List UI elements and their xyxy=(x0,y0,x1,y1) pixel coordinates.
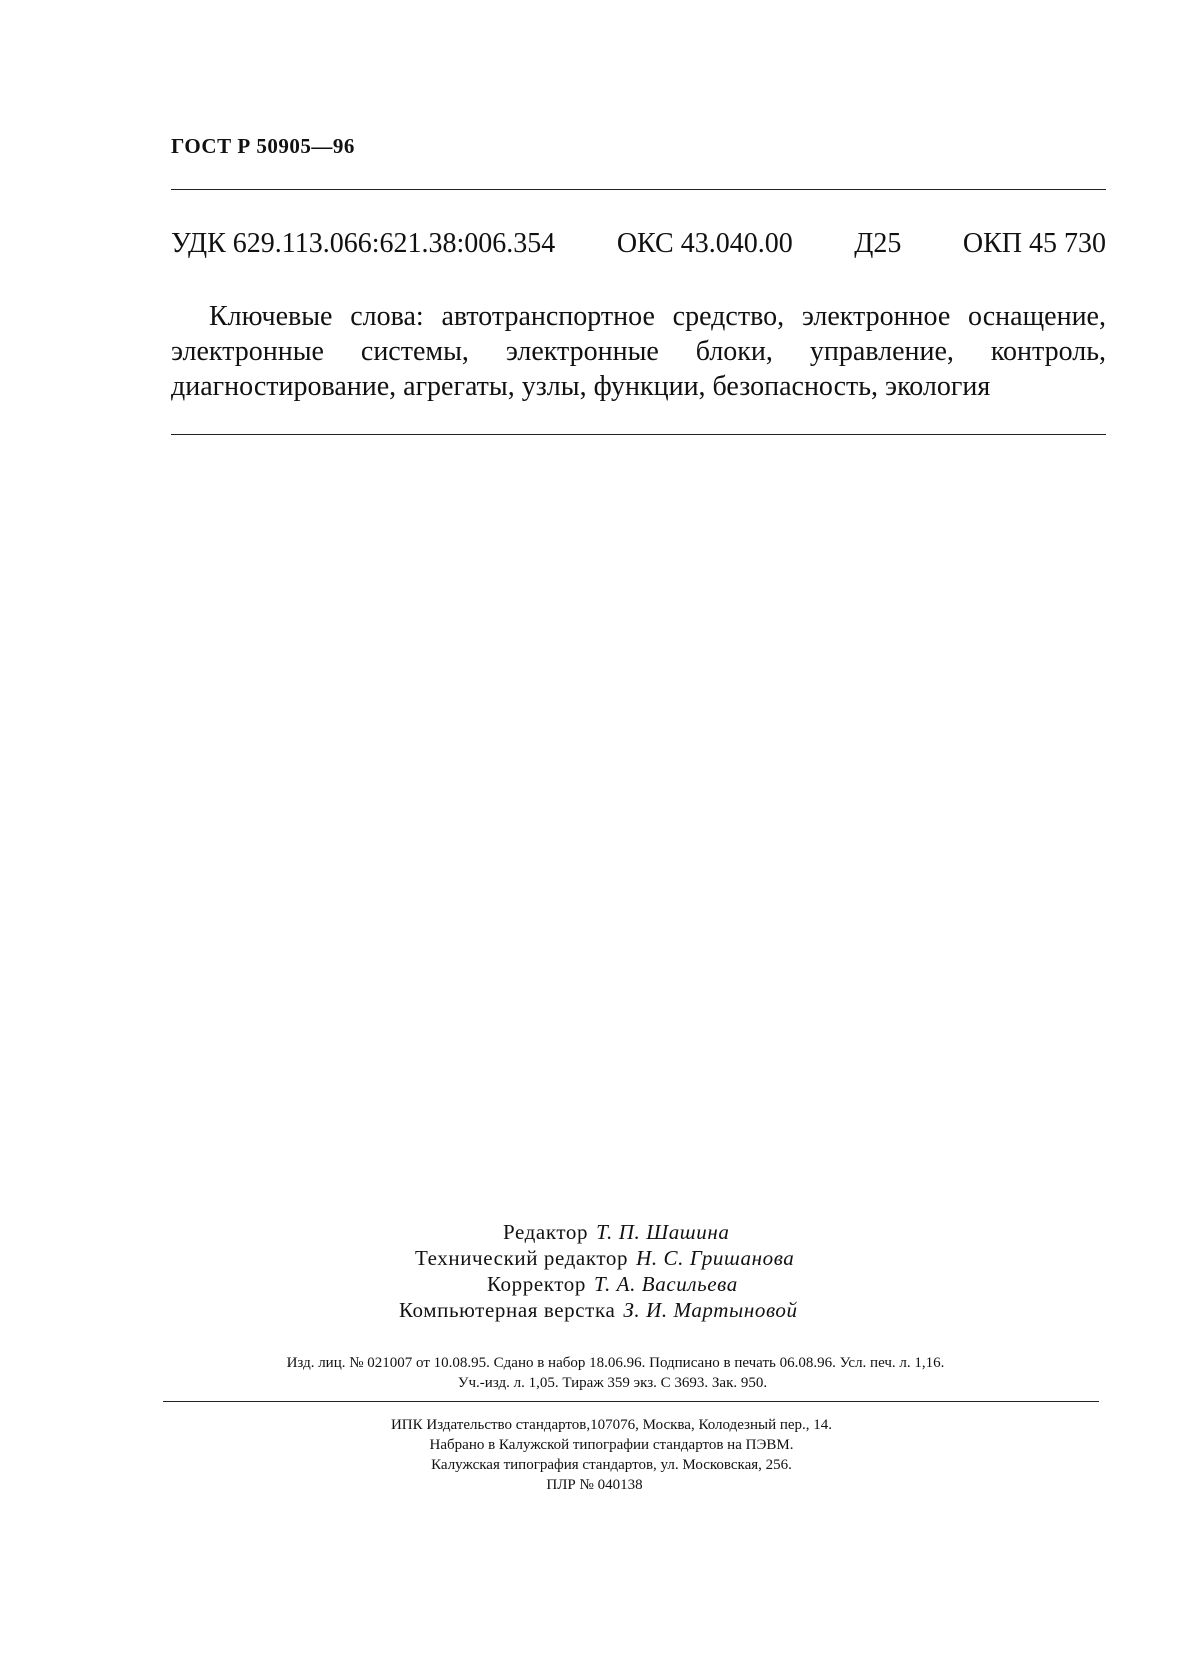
credit-role: Технический редактор xyxy=(415,1246,629,1270)
credit-role: Компьютерная верстка xyxy=(399,1298,616,1322)
credit-name: З. И. Мартыновой xyxy=(623,1298,798,1322)
publication-info xyxy=(0,1353,1187,1393)
classification-codes xyxy=(171,228,1106,260)
credit-technical-editor xyxy=(415,1245,1187,1271)
credits-block xyxy=(0,1219,1187,1323)
printer-info xyxy=(0,1415,1187,1495)
udk-code: УДК 629.113.066:621.38:006.354 xyxy=(171,228,556,259)
middle-divider xyxy=(171,434,1106,435)
group-code: Д25 xyxy=(854,228,902,259)
standard-header: ГОСТ Р 50905—96 xyxy=(171,134,355,158)
keywords-label: Ключевые слова: xyxy=(209,301,424,332)
printer-info-line: ИПК Издательство стандартов,107076, Москва, Колодезный пер., 14. xyxy=(390,1417,833,1433)
credit-proofreader xyxy=(487,1271,1187,1297)
credit-name: Н. С. Гришанова xyxy=(636,1246,795,1270)
bottom-divider xyxy=(163,1401,1099,1402)
credit-name: Т. А. Васильева xyxy=(594,1272,738,1296)
publication-info-line: Изд. лиц. № 021007 от 10.08.95. Сдано в набор 18.06.96. Подписано в печать 06.08.96. Усл. печ. л. 1,16. xyxy=(286,1355,945,1371)
publication-info-line: Уч.-изд. л. 1,05. Тираж 359 экз. С 3693. Зак. 950. xyxy=(457,1375,768,1391)
credit-layout xyxy=(399,1297,1187,1323)
keywords-text: автотранспортное средство, электронное оснащение, электронные системы, электронные блоки, управление, контроль, диагностирование, агрегаты, узлы, функции, безопасность, экология xyxy=(171,301,1106,402)
oks-code: ОКС 43.040.00 xyxy=(616,228,793,259)
printer-info-line: Набрано в Калужской типографии стандартов на ПЭВМ. xyxy=(429,1437,794,1453)
credit-role: Корректор xyxy=(487,1272,587,1296)
keywords-paragraph xyxy=(171,299,1106,404)
credit-name: Т. П. Шашина xyxy=(596,1220,730,1244)
okp-code: ОКП 45 730 xyxy=(962,228,1106,259)
printer-info-line: ПЛР № 040138 xyxy=(546,1477,643,1493)
top-divider xyxy=(171,189,1106,190)
credit-role: Редактор xyxy=(503,1220,589,1244)
printer-info-line: Калужская типография стандартов, ул. Московская, 256. xyxy=(431,1457,792,1473)
credit-editor xyxy=(503,1219,1187,1245)
